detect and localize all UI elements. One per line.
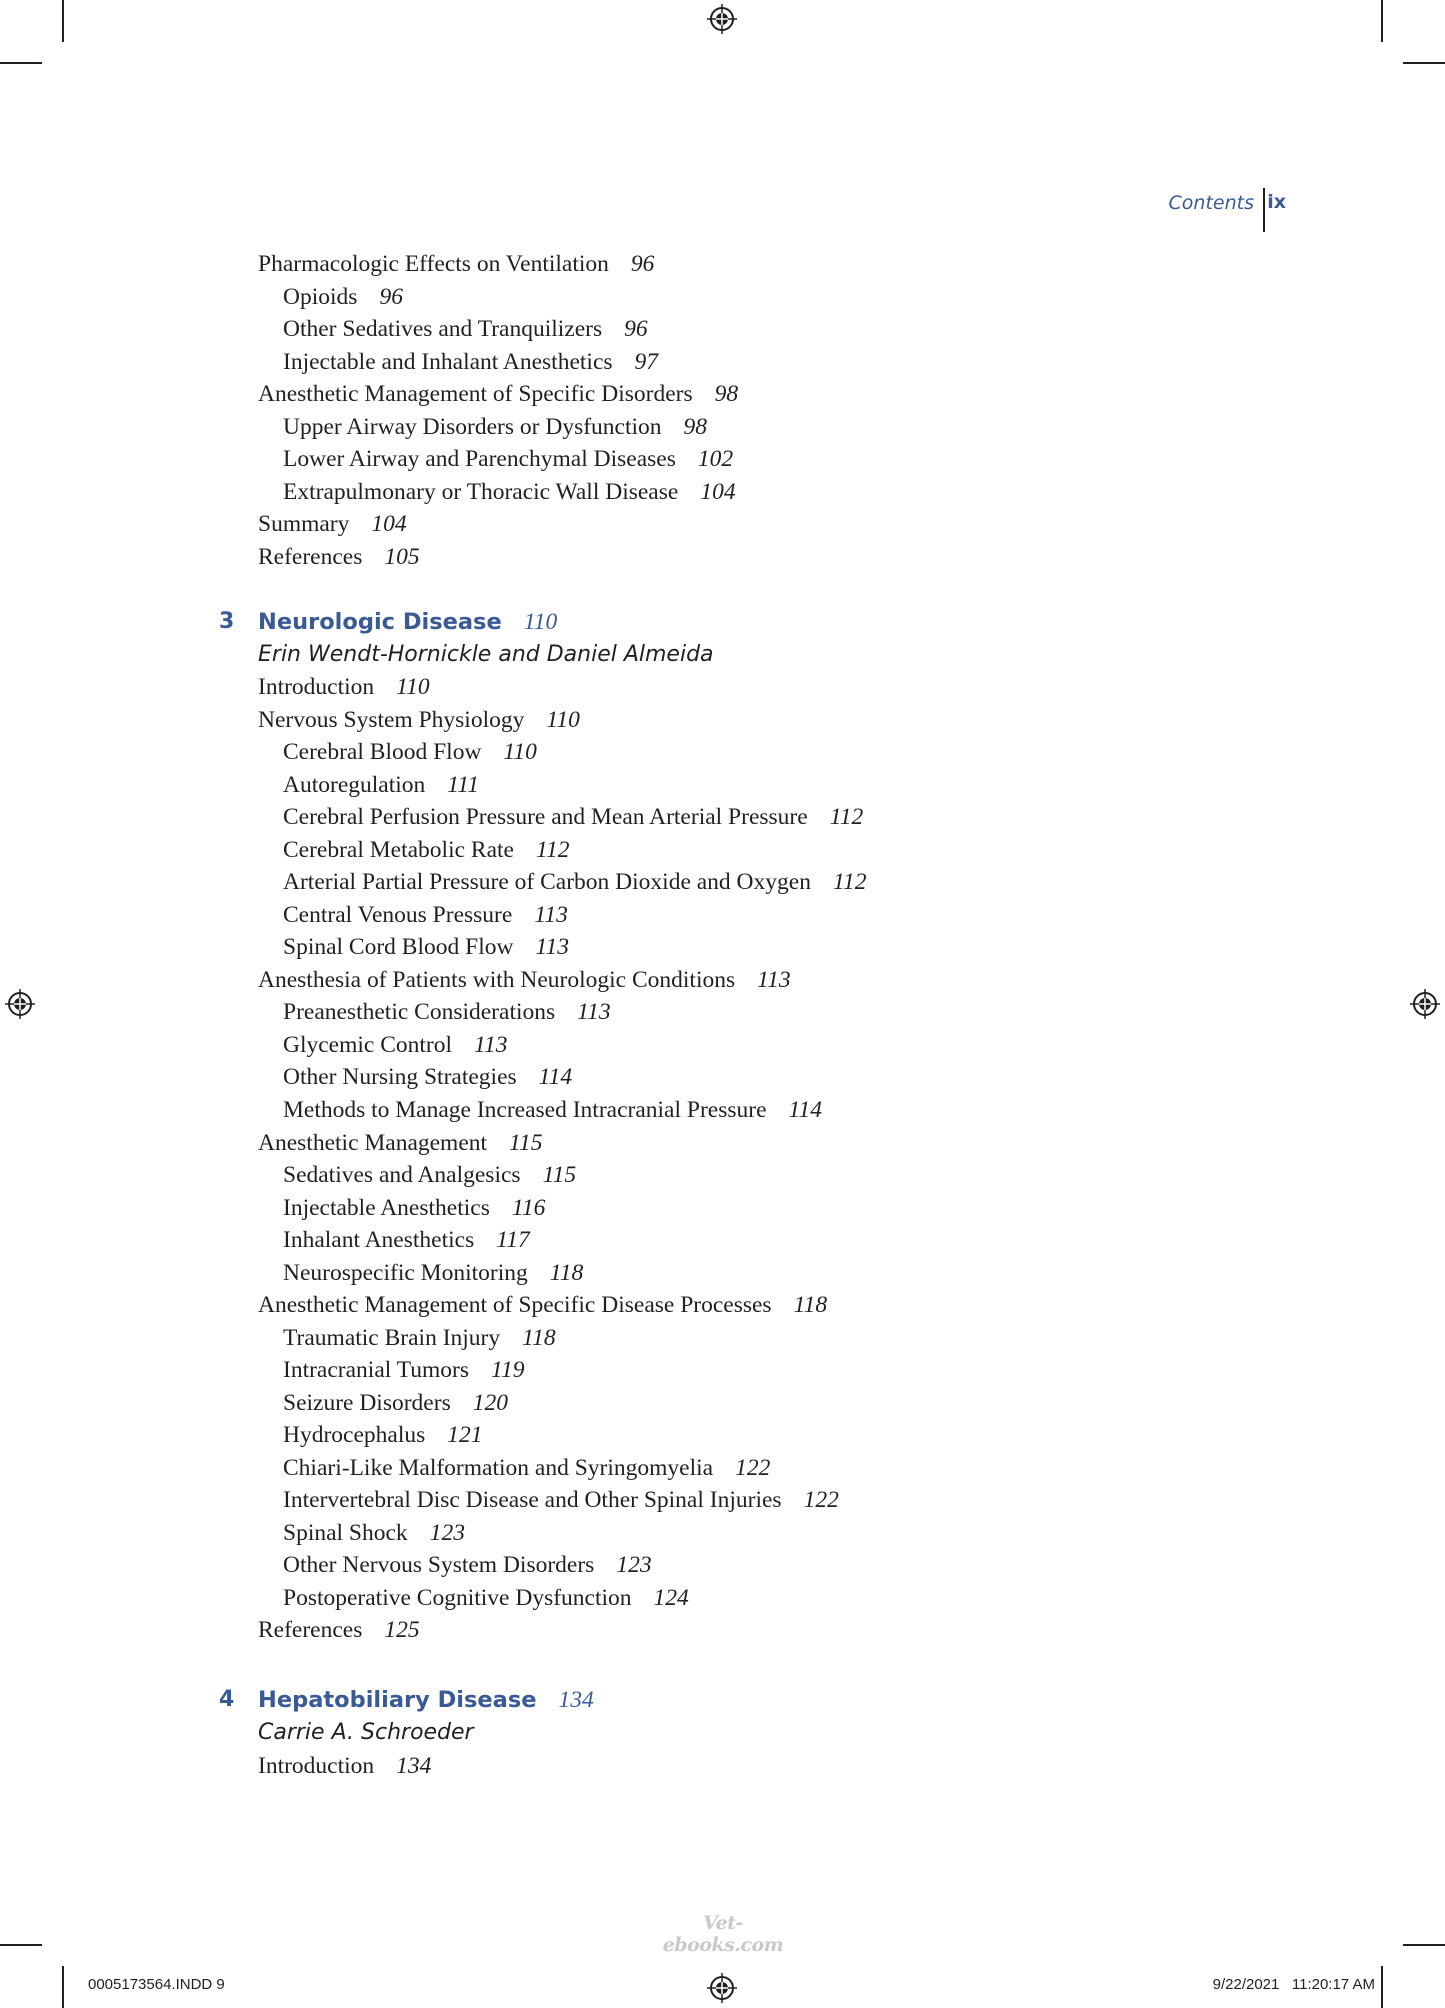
toc-entry-title: Other Nursing Strategies [283,1064,517,1090]
toc-entry [258,1614,420,1646]
toc-entry [258,508,407,540]
toc-entry [258,541,420,573]
toc-entry-title: Opioids [283,284,358,310]
toc-entry-page: 121 [447,1422,483,1448]
toc-entry-title: Inhalant Anesthetics [283,1227,475,1253]
toc-entry-page: 113 [474,1032,508,1058]
chapter-authors: Erin Wendt-Hornickle and Daniel Almeida [258,642,714,667]
toc-entry-page: 104 [371,511,407,537]
toc-entry [283,1159,576,1191]
toc-entry [283,1094,822,1126]
toc-entry-page: 118 [522,1325,556,1351]
toc-entry [283,996,611,1028]
toc-entry [283,1484,839,1516]
toc-entry-page: 98 [683,414,708,440]
toc-entry [258,964,791,996]
toc-entry-page: 114 [538,1064,573,1090]
toc-entry-title: Introduction [258,1753,375,1779]
toc-entry-page: 124 [653,1585,689,1611]
toc-entry-title: Preanesthetic Considerations [283,999,556,1025]
toc-entry-page: 123 [616,1552,652,1578]
toc-entry-page: 112 [832,869,867,895]
toc-entry-page: 96 [379,284,403,310]
toc-entry-title: Introduction [258,674,375,700]
toc-entry-page: 98 [714,381,739,407]
toc-entry-page: 114 [788,1097,823,1123]
toc-entry-title: Summary [258,511,350,537]
toc-entry [283,1549,652,1581]
toc-entry-page: 97 [634,349,659,375]
toc-entry-page: 110 [546,707,580,733]
toc-entry [283,834,570,866]
toc-entry [258,1127,543,1159]
toc-entry-page: 110 [396,674,430,700]
toc-entry-title: Hydrocephalus [283,1422,426,1448]
toc-entry [258,671,430,703]
toc-entry [258,1289,827,1321]
toc-entry [283,736,537,768]
toc-entry [258,1750,431,1782]
toc-entry [283,866,866,898]
toc-entry-page: 118 [549,1260,584,1286]
header-page-number: ix [1267,191,1286,213]
toc-entry-title: Cerebral Blood Flow [283,739,482,765]
toc-entry-title: Neurospecific Monitoring [283,1260,528,1286]
toc-entry-title: Glycemic Control [283,1032,453,1058]
toc-entry [283,346,658,378]
toc-entry-page: 116 [511,1195,546,1221]
toc-entry-title: Spinal Cord Blood Flow [283,934,514,960]
toc-entry [283,1224,530,1256]
toc-entry-title: Chiari-Like Malformation and Syringomyelia [283,1455,714,1481]
toc-entry-title: Postoperative Cognitive Dysfunction [283,1585,632,1611]
toc-entry [283,1387,508,1419]
toc-entry-page: 110 [503,739,537,765]
toc-entry-page: 122 [803,1487,839,1513]
toc-entry-page: 115 [542,1162,577,1188]
toc-entry-title: Sedatives and Analgesics [283,1162,521,1188]
toc-entry-title: Cerebral Perfusion Pressure and Mean Arterial Pressure [283,804,808,830]
toc-entry-page: 123 [429,1520,465,1546]
toc-entry [283,1354,525,1386]
toc-entry [283,1419,483,1451]
toc-entry [283,769,479,801]
toc-entry-title: Methods to Manage Increased Intracranial Pressure [283,1097,767,1123]
chapter-page: 110 [523,609,558,635]
toc-entry-title: Seizure Disorders [283,1390,451,1416]
header-section-label: Contents [1168,192,1254,214]
toc-entry-title: References [258,1617,363,1643]
toc-entry-title: Injectable Anesthetics [283,1195,490,1221]
chapter-title [258,1684,594,1716]
toc-entry-page: 115 [509,1130,543,1156]
toc-entry [258,248,654,280]
toc-entry-page: 122 [735,1455,771,1481]
chapter-title [258,606,557,638]
chapter-number: 3 [219,609,235,634]
toc-entry-title: Injectable and Inhalant Anesthetics [283,349,613,375]
toc-entry-title: Cerebral Metabolic Rate [283,837,514,863]
toc-entry-title: Lower Airway and Parenchymal Diseases [283,446,676,472]
toc-entry-page: 104 [700,479,736,505]
toc-entry-page: 105 [384,544,420,570]
toc-entry-title: Traumatic Brain Injury [283,1325,501,1351]
toc-entry [283,411,707,443]
toc-entry-title: Other Sedatives and Tranquilizers [283,316,603,342]
toc-entry-page: 134 [396,1753,432,1779]
chapter-page: 134 [558,1687,594,1713]
toc-entry [283,1061,572,1093]
toc-entry [283,931,569,963]
toc-entry-title: Extrapulmonary or Thoracic Wall Disease [283,479,679,505]
toc-entry-page: 96 [624,316,648,342]
toc-entry-page: 117 [496,1227,530,1253]
slug-file-name: 0005173564.INDD 9 [88,1976,225,1993]
toc-entry-page: 119 [491,1357,525,1383]
toc-entry-title: Anesthetic Management of Specific Disease Processes [258,1292,772,1318]
toc-entry [283,899,568,931]
toc-entry [258,378,738,410]
toc-entry [283,1582,689,1614]
toc-entry [283,313,648,345]
toc-entry-title: Nervous System Physiology [258,707,525,733]
toc-entry-page: 113 [577,999,611,1025]
toc-entry-title: Anesthetic Management [258,1130,488,1156]
toc-entry [283,476,736,508]
chapter-title-text: Hepatobiliary Disease [258,1687,537,1713]
toc-entry-title: Arterial Partial Pressure of Carbon Dioxide and Oxygen [283,869,811,895]
toc-entry-page: 113 [535,934,569,960]
toc-entry-page: 111 [447,772,480,798]
toc-entry-title: References [258,544,363,570]
toc-entry [283,1322,556,1354]
toc-entry [283,801,863,833]
toc-entry-title: Central Venous Pressure [283,902,513,928]
toc-entry-page: 96 [630,251,655,277]
toc-entry-title: Upper Airway Disorders or Dysfunction [283,414,662,440]
toc-entry [283,1029,508,1061]
toc-entry [283,281,403,313]
toc-entry-page: 112 [829,804,864,830]
toc-entry-title: Intervertebral Disc Disease and Other Spinal Injuries [283,1487,782,1513]
toc-entry-page: 118 [793,1292,828,1318]
toc-entry-page: 113 [534,902,568,928]
toc-entry-page: 125 [384,1617,420,1643]
chapter-title-text: Neurologic Disease [258,609,502,635]
toc-entry-title: Pharmacologic Effects on Ventilation [258,251,609,277]
chapter-authors: Carrie A. Schroeder [258,1720,474,1745]
toc-entry-page: 113 [757,967,791,993]
watermark-logo: Vet-ebooks.com [662,1912,784,1956]
toc-entry-page: 102 [697,446,734,472]
toc-entry-page: 120 [472,1390,508,1416]
toc-entry [283,1192,545,1224]
slug-timestamp: 9/22/2021 11:20:17 AM [1212,1976,1375,1993]
toc-entry-title: Autoregulation [283,772,426,798]
toc-entry-title: Anesthesia of Patients with Neurologic Conditions [258,967,736,993]
chapter-number: 4 [219,1687,235,1712]
toc-entry-title: Anesthetic Management of Specific Disorders [258,381,693,407]
toc-entry-title: Spinal Shock [283,1520,408,1546]
toc-entry-page: 112 [535,837,570,863]
toc-entry [283,443,733,475]
toc-entry [283,1517,465,1549]
toc-entry [283,1452,770,1484]
toc-entry [283,1257,583,1289]
toc-entry-title: Other Nervous System Disorders [283,1552,595,1578]
toc-entry-title: Intracranial Tumors [283,1357,470,1383]
toc-entry [258,704,580,736]
